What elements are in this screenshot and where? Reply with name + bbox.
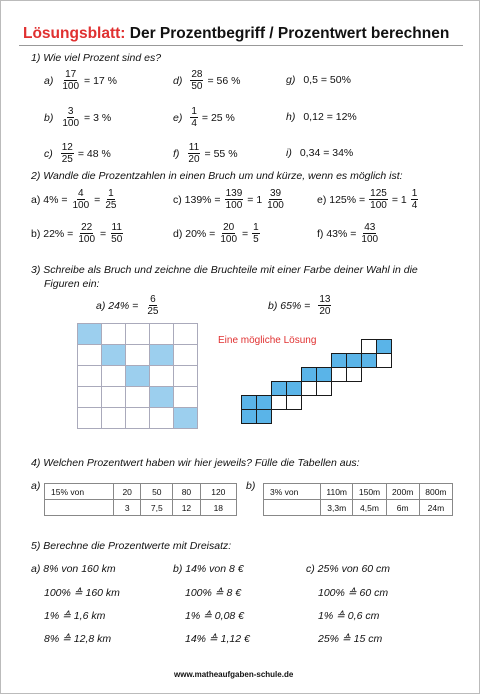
numerator: 6 — [150, 294, 156, 305]
numerator: 17 — [65, 69, 77, 80]
numerator: 139 — [225, 188, 243, 199]
table-cell: 4,5m — [353, 500, 386, 516]
possible-solution-note: Eine mögliche Lösung — [218, 335, 317, 346]
grid-cell — [78, 387, 102, 408]
grid-cell — [174, 366, 198, 387]
grid-cell-shaded — [102, 345, 126, 366]
q3-item-a — [96, 294, 159, 317]
q5-a-step-1: 100% ≙ 160 km — [44, 587, 120, 599]
numerator: 3 — [67, 106, 74, 117]
q3-label: a) 24% = — [96, 299, 139, 312]
grid-cell — [150, 408, 174, 429]
q1-label: h) — [286, 111, 296, 123]
q2-label: f) 43% = — [317, 227, 357, 240]
grid-cell — [102, 324, 126, 345]
numerator: 22 — [81, 222, 93, 233]
q2-label: c) 139% = — [173, 193, 221, 206]
result: = 17 % — [84, 74, 118, 87]
grid-cell — [102, 408, 126, 429]
fraction — [71, 188, 90, 211]
staircase-cell — [271, 395, 287, 410]
result: 0,12 = 12% — [303, 111, 357, 123]
grid-cell-shaded — [150, 387, 174, 408]
denominator: 25 — [105, 200, 117, 211]
denominator: 100 — [370, 200, 387, 211]
q5-b-step-2: 1% ≙ 0,08 € — [185, 610, 245, 622]
q3-item-b — [268, 294, 331, 317]
denominator: 100 — [72, 200, 90, 211]
table-row — [264, 484, 453, 500]
q5-a-title: a) 8% von 160 km — [31, 563, 116, 575]
q1-label: d) — [173, 74, 183, 87]
fraction — [411, 188, 419, 211]
q2-item-d — [173, 222, 260, 245]
staircase-cell-shaded — [361, 353, 377, 368]
grid-cell — [126, 345, 150, 366]
grid-cell — [78, 366, 102, 387]
q4-label-b: b) — [246, 480, 256, 492]
result: = 56 % — [207, 74, 241, 87]
grid-cell-shaded — [78, 324, 102, 345]
result: = 48 % — [77, 147, 111, 160]
numerator: 39 — [269, 188, 282, 199]
staircase-cell-shaded — [376, 339, 392, 354]
q1-item-h — [286, 111, 357, 123]
numerator: 11 — [188, 142, 200, 153]
q5-c-title: c) 25% von 60 cm — [306, 563, 391, 575]
staircase-cell-shaded — [331, 353, 347, 368]
table-cell: 50 — [141, 484, 173, 500]
table-cell: 7,5 — [141, 500, 173, 516]
staircase-cell-shaded — [286, 381, 302, 396]
equals: = 1 — [391, 193, 407, 206]
denominator: 4 — [411, 200, 418, 211]
staircase-cell — [361, 339, 377, 354]
table-cell: 80 — [173, 484, 200, 500]
numerator: 1 — [253, 222, 259, 233]
numerator: 28 — [191, 69, 203, 80]
fraction — [61, 142, 74, 165]
q2-item-a — [31, 188, 117, 211]
grid-cell-shaded — [150, 345, 174, 366]
numerator: 1 — [191, 106, 197, 117]
q1-item-b — [44, 106, 111, 129]
numerator: 125 — [370, 188, 387, 199]
table-cell: 110m — [321, 484, 353, 500]
q3-label: b) 65% = — [268, 299, 311, 312]
staircase-cell — [331, 367, 347, 382]
numerator: 4 — [78, 188, 84, 199]
fraction — [77, 222, 96, 245]
fraction — [110, 222, 123, 245]
q2-label: b) 22% = — [31, 227, 74, 240]
table-cell: 20 — [114, 484, 141, 500]
title-text: Der Prozentbegriff / Prozentwert berechnen — [125, 25, 450, 42]
grid-cell — [126, 408, 150, 429]
staircase-cell-shaded — [271, 381, 287, 396]
denominator: 100 — [361, 234, 379, 245]
staircase-cell-shaded — [241, 395, 257, 410]
fraction — [252, 222, 260, 245]
value-table-a — [44, 483, 237, 516]
q2-label: a) 4% = — [31, 193, 68, 206]
numerator: 20 — [223, 222, 235, 233]
fraction — [219, 222, 238, 245]
table-cell: 200m — [386, 484, 419, 500]
table-cell: 6m — [386, 500, 419, 516]
fraction — [61, 69, 80, 92]
grid-cell — [150, 366, 174, 387]
title-divider — [19, 45, 463, 46]
title-prefix: Lösungsblatt: — [23, 25, 126, 42]
staircase-cell — [286, 395, 302, 410]
q1-label: i) — [286, 147, 292, 159]
denominator: 50 — [191, 81, 203, 92]
grid-cell — [126, 324, 150, 345]
equals: = — [242, 227, 249, 240]
numerator: 11 — [111, 222, 122, 233]
denominator: 100 — [62, 118, 80, 129]
q1-label: b) — [44, 111, 54, 124]
table-header-cell — [264, 500, 321, 516]
equals: = — [94, 193, 101, 206]
fraction — [146, 294, 159, 317]
value-table-b — [263, 483, 453, 516]
question-3-cont: Figuren ein: — [44, 278, 100, 290]
table-row — [45, 500, 237, 516]
q1-label: f) — [173, 147, 180, 160]
q1-item-d — [173, 69, 240, 92]
q1-item-g — [286, 74, 351, 86]
numerator: 43 — [364, 222, 376, 233]
page-title — [23, 25, 449, 43]
q1-label: a) — [44, 74, 54, 87]
table-cell: 800m — [419, 484, 452, 500]
staircase-cell — [376, 353, 392, 368]
q5-b-step-1: 100% ≙ 8 € — [185, 587, 242, 599]
fraction — [318, 294, 331, 317]
q1-item-i — [286, 147, 353, 159]
grid-cell — [150, 324, 174, 345]
q1-label: g) — [286, 74, 296, 86]
grid-cell — [78, 345, 102, 366]
q5-b-step-3: 14% ≙ 1,12 € — [185, 633, 250, 645]
equals: = 1 — [247, 193, 263, 206]
staircase-cell-shaded — [256, 395, 272, 410]
q1-item-c — [44, 142, 111, 165]
question-4: 4) Welchen Prozentwert haben wir hier jeweils? Fülle die Tabellen aus: — [31, 457, 360, 469]
table-cell: 3 — [114, 500, 141, 516]
question-2: 2) Wandle die Prozentzahlen in einen Bruch um und kürze, wenn es möglich ist: — [31, 170, 403, 182]
denominator: 100 — [267, 200, 284, 211]
q2-item-c — [173, 188, 285, 211]
fraction — [104, 188, 117, 211]
fraction — [360, 222, 379, 245]
fraction — [61, 106, 80, 129]
grid-cell — [102, 387, 126, 408]
denominator: 100 — [220, 234, 238, 245]
q2-label: d) 20% = — [173, 227, 216, 240]
q2-item-e — [317, 188, 418, 211]
numerator: 12 — [61, 142, 73, 153]
staircase-cell-shaded — [256, 409, 272, 424]
q1-item-f — [173, 142, 238, 165]
denominator: 100 — [62, 81, 80, 92]
grid-cell — [174, 345, 198, 366]
result: = 25 % — [201, 111, 235, 124]
denominator: 50 — [111, 234, 123, 245]
denominator: 20 — [319, 306, 331, 317]
denominator: 25 — [147, 306, 159, 317]
staircase-figure — [241, 339, 401, 423]
q1-label: c) — [44, 147, 53, 160]
numerator: 1 — [411, 188, 418, 199]
grid-cell — [78, 408, 102, 429]
numerator: 1 — [108, 188, 114, 199]
staircase-cell-shaded — [346, 353, 362, 368]
table-cell: 12 — [173, 500, 200, 516]
result: = 3 % — [84, 111, 112, 124]
table-header-cell: 15% von — [45, 484, 114, 500]
grid-cell — [174, 324, 198, 345]
fraction — [369, 188, 388, 211]
fraction — [190, 69, 203, 92]
denominator: 25 — [61, 154, 73, 165]
denominator: 20 — [188, 154, 200, 165]
denominator: 100 — [225, 200, 243, 211]
result: 0,5 = 50% — [303, 74, 351, 86]
table-header-cell — [45, 500, 114, 516]
table-cell: 120 — [200, 484, 236, 500]
question-1: 1) Wie viel Prozent sind es? — [31, 52, 162, 64]
denominator: 100 — [78, 234, 96, 245]
question-3: 3) Schreibe als Bruch und zeichne die Bruchteile mit einer Farbe deiner Wahl in die — [31, 264, 418, 276]
staircase-cell — [316, 381, 332, 396]
q2-item-f — [317, 222, 379, 245]
q5-c-step-1: 100% ≙ 60 cm — [318, 587, 389, 599]
grid-cell — [126, 387, 150, 408]
q4-label-a: a) — [31, 480, 41, 492]
q1-item-e — [173, 106, 235, 129]
staircase-cell-shaded — [316, 367, 332, 382]
q5-c-step-3: 25% ≙ 15 cm — [318, 633, 383, 645]
table-row — [264, 500, 453, 516]
table-cell: 3,3m — [321, 500, 353, 516]
q5-a-step-2: 1% ≙ 1,6 km — [44, 610, 106, 622]
staircase-cell-shaded — [301, 367, 317, 382]
grid-cell-shaded — [174, 408, 198, 429]
q5-a-step-3: 8% ≙ 12,8 km — [44, 633, 112, 645]
equals: = — [100, 227, 107, 240]
fraction — [190, 106, 198, 129]
denominator: 5 — [253, 234, 259, 245]
q5-b-title: b) 14% von 8 € — [173, 563, 244, 575]
staircase-cell — [346, 367, 362, 382]
denominator: 4 — [191, 118, 197, 129]
q2-label: e) 125% = — [317, 193, 366, 206]
grid-cell — [102, 366, 126, 387]
table-row — [45, 484, 237, 500]
staircase-cell-shaded — [241, 409, 257, 424]
q5-c-step-2: 1% ≙ 0,6 cm — [318, 610, 380, 622]
table-cell: 24m — [419, 500, 452, 516]
fraction — [266, 188, 285, 211]
table-header-cell: 3% von — [264, 484, 321, 500]
numerator: 13 — [319, 294, 331, 305]
grid-5x5 — [77, 323, 198, 429]
question-5: 5) Berechne die Prozentwerte mit Dreisatz: — [31, 540, 232, 552]
table-cell: 150m — [353, 484, 386, 500]
fraction — [225, 188, 244, 211]
result: 0,34 = 34% — [299, 147, 354, 159]
q1-label: e) — [173, 111, 183, 124]
fraction — [187, 142, 200, 165]
table-cell: 18 — [200, 500, 236, 516]
staircase-cell — [301, 381, 317, 396]
q2-item-b — [31, 222, 123, 245]
q1-item-a — [44, 69, 117, 92]
grid-cell — [174, 387, 198, 408]
grid-cell-shaded — [126, 366, 150, 387]
footer-url: www.matheaufgaben-schule.de — [174, 670, 294, 679]
result: = 55 % — [204, 147, 238, 160]
